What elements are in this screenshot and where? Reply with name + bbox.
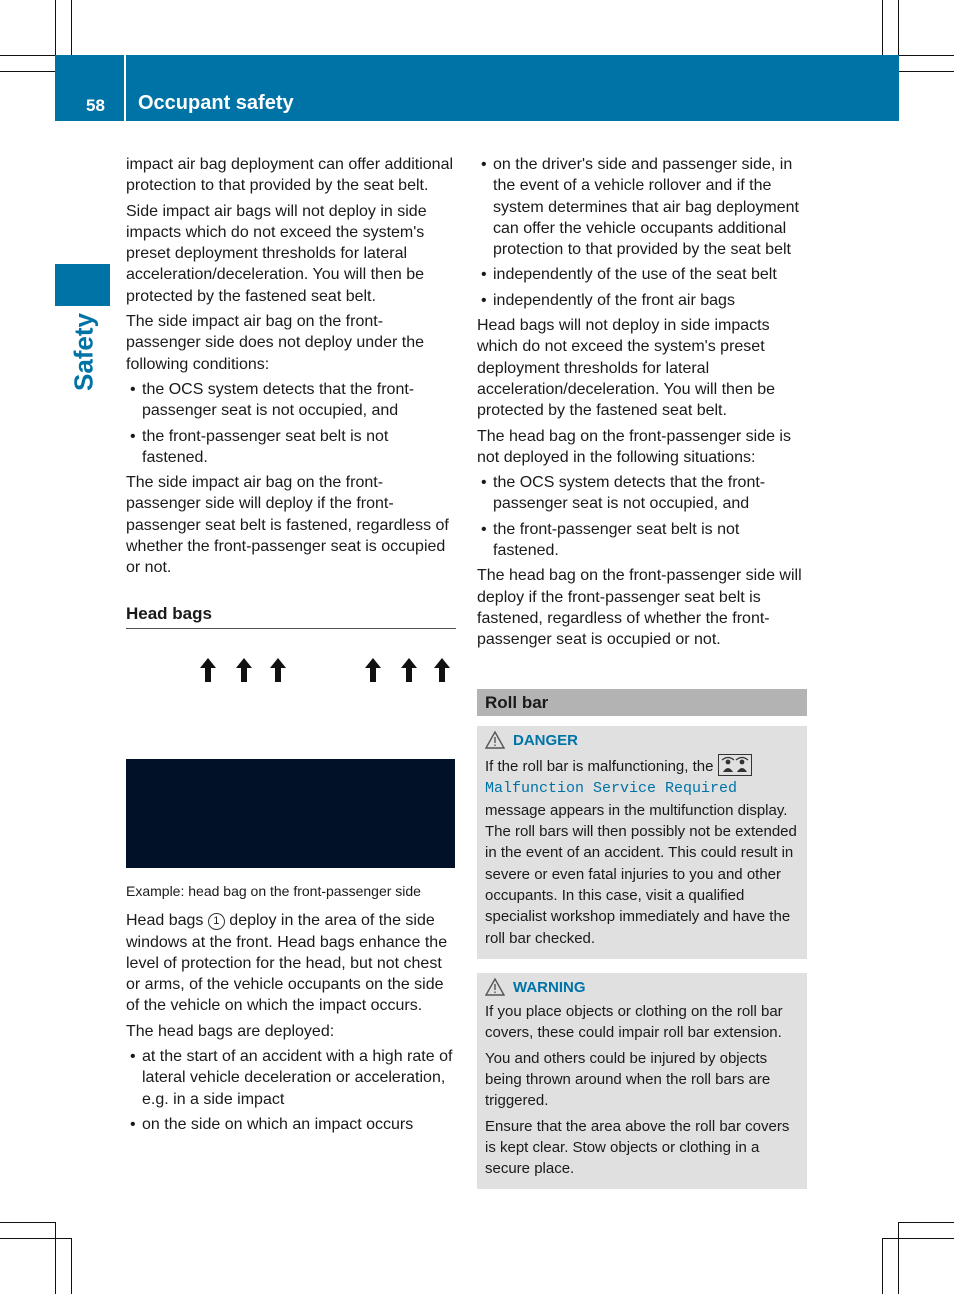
bullet-list	[126, 379, 456, 468]
deploy-arrow-icon	[433, 657, 451, 683]
paragraph	[126, 910, 456, 1016]
paragraph: The side impact air bag on the front-passenger side does not deploy under the following conditions:	[126, 313, 424, 373]
crop-mark	[882, 0, 883, 55]
crop-mark	[898, 0, 899, 55]
side-tab-label: Safety	[68, 312, 99, 392]
crop-mark	[899, 55, 954, 56]
crop-mark	[55, 0, 56, 55]
danger-text	[485, 754, 799, 949]
crop-mark	[898, 1222, 899, 1294]
paragraph: Side impact air bags will not deploy in side impacts which do not exceed the system's preset deployment thresholds for lateral acceleration/deceleration. You will then be protected by the fastened seat belt.	[126, 202, 427, 305]
warning-paragraph: If you place objects or clothing on the roll bar covers, these could impair roll bar extension.	[485, 1003, 783, 1042]
crop-mark	[71, 1238, 72, 1294]
danger-label: DANGER	[513, 731, 579, 749]
crop-mark	[0, 55, 55, 56]
list-item: • the front-passenger seat belt is not fastened.	[126, 426, 456, 469]
warning-triangle-icon	[485, 978, 505, 996]
roll-bar-icon	[718, 754, 752, 776]
callout-number: 1	[208, 913, 225, 930]
list-item: • on the driver's side and passenger side, in the event of a vehicle rollover and if the system determines that air bag deployment can offer the vehicle occupants additional protection to that provided by the seat belt	[477, 154, 807, 260]
page-number: 58	[86, 96, 105, 115]
paragraph-text: Head bags	[126, 912, 204, 930]
side-tab-marker	[55, 264, 110, 306]
warning-label: WARNING	[513, 978, 586, 996]
bullet-list	[477, 154, 807, 311]
list-item: • independently of the front air bags	[477, 290, 807, 311]
deploy-arrow-icon	[400, 657, 418, 683]
paragraph: The head bags are deployed:	[126, 1022, 335, 1040]
deploy-arrow-icon	[364, 657, 382, 683]
crop-mark	[55, 1222, 56, 1294]
deploy-arrow-icon	[269, 657, 287, 683]
paragraph: The side impact air bag on the front-passenger side will deploy if the front-passenger seat belt is fastened, regardless of whether the front-passenger seat is occupied or not.	[126, 474, 449, 577]
paragraph-text: deploy in the area of the side windows at the front. Head bags enhance the level of protection for the head, but not chest or arms, of the vehicle occupants on the side of the vehicle on which the impact occurs.	[126, 912, 448, 1015]
list-item: • independently of the use of the seat belt	[477, 264, 807, 285]
crop-mark	[882, 1238, 883, 1294]
crop-mark	[0, 71, 55, 72]
bullet-list	[126, 1046, 456, 1135]
paragraph: impact air bag deployment can offer additional protection to that provided by the seat belt.	[126, 156, 454, 195]
header-divider	[124, 55, 126, 121]
left-column	[126, 154, 456, 1139]
crop-mark	[899, 71, 954, 72]
crop-mark	[0, 1238, 71, 1239]
list-item: • at the start of an accident with a high rate of lateral vehicle deceleration or acceleration, e.g. in a side impact	[126, 1046, 456, 1110]
figure-caption: Example: head bag on the front-passenger side	[126, 882, 421, 899]
figure-image	[126, 759, 455, 868]
warning-paragraph: You and others could be injured by objects being thrown around when the roll bars are triggered.	[485, 1049, 771, 1110]
list-item: • the OCS system detects that the front-passenger seat is not occupied, and	[477, 472, 807, 515]
crop-mark	[0, 1222, 55, 1223]
warning-title	[485, 977, 799, 998]
paragraph: Head bags will not deploy in side impacts which do not exceed the system's preset deployment thresholds for lateral acceleration/deceleration. You will then be protected by the fastened seat belt.	[477, 317, 775, 420]
paragraph: The head bag on the front-passenger side will deploy if the front-passenger seat belt is fastened, regardless of whether the front-passenger seat is occupied or not.	[477, 567, 802, 649]
section-title: Occupant safety	[138, 92, 294, 114]
right-column	[477, 154, 807, 1203]
danger-title	[485, 730, 799, 751]
paragraph: The head bag on the front-passenger side is not deployed in the following situations:	[477, 427, 791, 466]
crop-mark	[898, 1222, 954, 1223]
paragraph-text: message appears in the multifunction display. The roll bars will then possibly not be extended in the event of an accident. This could result in severe or even fatal injuries to you and other occupants. In this case, visit a qualified specialist workshop immediately and have the roll bar checked.	[485, 801, 797, 947]
crop-mark	[882, 1238, 954, 1239]
heading-roll-bar: Roll bar	[477, 689, 807, 716]
display-message: Malfunction Service Required	[485, 780, 738, 798]
paragraph-text: If the roll bar is malfunctioning, the	[485, 758, 714, 776]
list-item: • the OCS system detects that the front-passenger seat is not occupied, and	[126, 379, 456, 422]
crop-mark	[71, 0, 72, 55]
bullet-list	[477, 472, 807, 561]
head-bag-figure	[126, 635, 455, 875]
deploy-arrow-icon	[199, 657, 217, 683]
warning-paragraph: Ensure that the area above the roll bar covers is kept clear. Stow objects or clothing in a secure place.	[485, 1117, 790, 1178]
warning-triangle-icon	[485, 731, 505, 749]
heading-head-bags: Head bags	[126, 603, 456, 629]
deploy-arrow-icon	[235, 657, 253, 683]
list-item: • on the side on which an impact occurs	[126, 1114, 456, 1135]
warning-notice	[477, 973, 807, 1190]
danger-notice	[477, 726, 807, 959]
list-item: • the front-passenger seat belt is not fastened.	[477, 519, 807, 562]
